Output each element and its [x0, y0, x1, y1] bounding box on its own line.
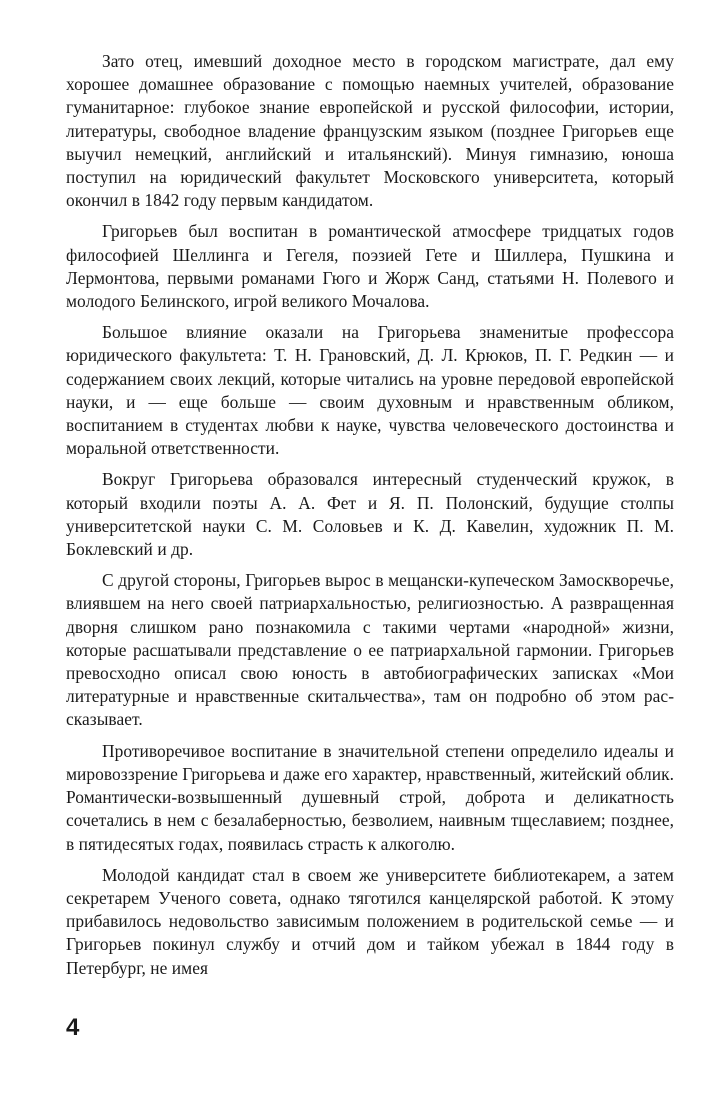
- paragraph-5: С другой стороны, Григорьев вырос в мещански-купеческом Замоскворечье, влиявшем на него своей патриархальностью, религиозностью. А развращенная дворня слишком рано познакомила с такими чертами «народной» жизни, которые расшатывали представление о ее патриархальной гармонии. Григорьев превосходно описал свою юность в автобиографических записках «Мои литературные и нравственные скитальчества», там он подробно об этом рассказывает.: [66, 570, 674, 730]
- paragraph-6: Противоречивое воспитание в значительной степени определило идеалы и мировоззрение Григорьева и даже его характер, нравственный, житейский облик. Романтически-возвышенный душевный строй, доброта и деликатность сочетались в нем с безалаберностью, безволием, наивным тщеславием; позднее, в пятидесятых годах, появилась страсть к алкоголю.: [66, 740, 674, 854]
- page-number: 4: [66, 1014, 80, 1041]
- paragraph-3: Большое влияние оказали на Григорьева знаменитые профессора юридического факультета: Т. Н. Грановский, Д. Л. Крюков, П. Г. Редкин — и содержанием своих лекций, которые читались на уровне передовой европейской науки, и — еще больше — своим духовным и нравственным обликом, воспитанием в студентах любви к науке, чувства человеческого достоинства и моральной ответственности.: [66, 322, 674, 459]
- paragraph-1: Зато отец, имевший доходное место в городском магистрате, дал ему хорошее домашнее образование с помощью наемных учителей, образование гуманитарное: глубокое знание европейской и русской философии, истории, литературы, свободное владение французским языком (позднее Григорьев еще выучил немецкий, английский и итальянский). Минуя гимназию, юноша поступил на юридический факультет Московского университета, который окончил в 1842 году первым кандидатом.: [66, 51, 674, 211]
- paragraph-7: Молодой кандидат стал в своем же университете библиотекарем, а затем секретарем Ученого совета, однако тяготился канцелярской работой. К этому прибавилось недовольство зависимым положением в родительской семье — и Григорьев покинул службу и отчий дом и тайком убежал в 1844 году в Петербург, не имея: [66, 864, 674, 978]
- paragraph-4: Вокруг Григорьева образовался интересный студенческий кружок, в который входили поэты А. А. Фет и Я. П. Полонский, будущие столпы университетской науки С. М. Соловьев и К. Д. Кавелин, художник П. М. Боклевский и др.: [66, 469, 674, 560]
- paragraph-2: Григорьев был воспитан в романтической атмосфере тридцатых годов философией Шеллинга и Гегеля, поэзией Гете и Шиллера, Пушкина и Лермонтова, первыми романами Гюго и Жорж Санд, статьями Н. Полевого и молодого Белинского, игрой великого Мочалова.: [66, 221, 674, 312]
- page-body: [66, 50, 674, 988]
